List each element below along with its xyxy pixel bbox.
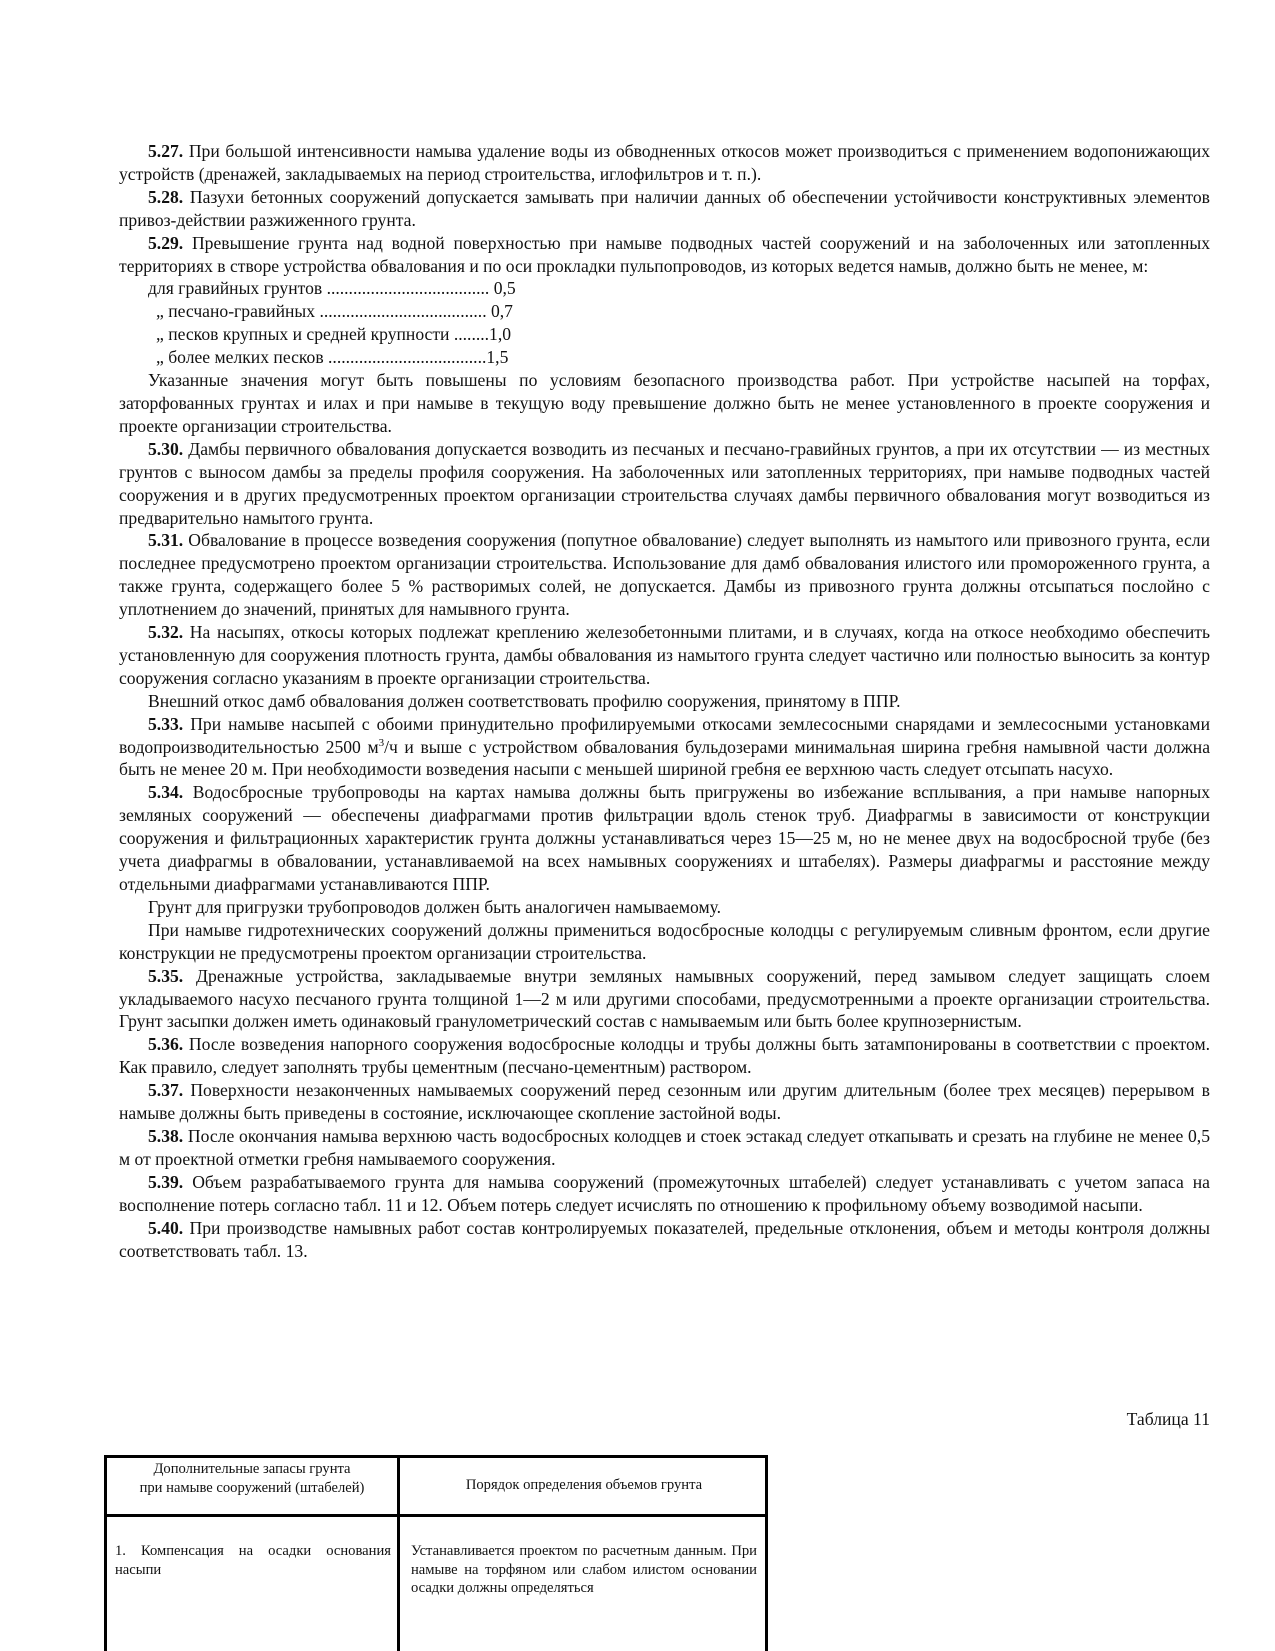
paragraph-text: Водосбросные трубопроводы на картах намыва должны быть пригружены во избежание всплывания, а при намыве напорных земляных сооружений — обеспечены диафрагмами против фильтрации вдоль стенок труб. Диафрагмы в зависимости от конструкции сооружения и фильтрационных характеристик грунта должны устанавливаться через 15—25 м, но не менее двух на водосбросной трубе (без учета диафрагмы в обваловании, устанавливаемой на всех намывных сооружениях и штабелях). Размеры диафрагмы и расстояние между отдельными диафрагмами устанавливаются ППР. [119, 782, 1210, 894]
paragraph-text: /ч и выше с устройством обвалования бульдозерами минимальная ширина гребня намывной части должна быть не менее 20 м. При необходимости возведения насыпи с меньшей шириной гребня ее верхнюю часть следует отсыпать насухо. [119, 736, 1211, 780]
clause-number: 5.27. [148, 141, 184, 161]
paragraph-5-27 [119, 140, 1210, 186]
paragraph-text: При производстве намывных работ состав контролируемых показателей, предельные отклонения, объем и методы контроля должны соответствовать табл. 13. [119, 1217, 1210, 1261]
table-header-cell: Порядок определения объемов грунта [465, 1477, 703, 1493]
header-line: при намыве сооружений (штабелей) [139, 1479, 365, 1496]
clause-number: 5.33. [148, 713, 184, 734]
paragraph-5-34 [119, 781, 1210, 896]
header-line: Дополнительные запасы грунта [153, 1461, 351, 1477]
paragraph-text: После возведения напорного сооружения водосбросные колодцы и трубы должны быть затампонированы в соответствии с проектом. Как правило, следует заполнять трубы цементным (песчано-цементным) раствором. [119, 1034, 1210, 1078]
clause-number: 5.29. [148, 232, 184, 253]
paragraph-outer-slope [119, 690, 1210, 713]
paragraph-text: Грунт для пригрузки трубопроводов должен быть аналогичен намываемому. [148, 896, 722, 917]
paragraph-note [119, 369, 1210, 438]
paragraph-5-33 [119, 713, 1210, 782]
clause-number: 5.37. [148, 1080, 184, 1101]
table-header-divider [107, 1514, 765, 1517]
paragraph-5-40 [119, 1217, 1210, 1263]
list-item: „ более мелких песков ....................................1,5 [156, 347, 509, 368]
table-cell: Устанавливается проектом по расчетным данным. При намыве на торфяном или слабом илистом основании осадки должны определяться [411, 1543, 757, 1597]
paragraph-text: Обвалование в процессе возведения сооружения (попутное обвалование) следует выполнять из намытого или привозного грунта, если последнее предусмотрено проектом организации строительства. Использование для дамб обвалования илистого или промороженного грунта, а также грунта, содержащего более 5 % растворимых солей, не допускается. Дамбы из привозного грунта должны отсыпаться послойно с уплотнением до значений, принятых для намывного грунта. [119, 530, 1210, 620]
paragraph-text: Указанные значения могут быть повышены по условиям безопасного производства работ. При устройстве насыпей на торфах, заторфованных грунтах и илах и при намыве в текущую воду превышение должно быть не менее установленного в проекте сооружения и проекте организации строительства. [119, 370, 1210, 436]
paragraph-5-39 [119, 1171, 1210, 1217]
paragraph-text: Внешний откос дамб обвалования должен соответствовать профилю сооружения, принятому в ППР. [148, 690, 901, 711]
paragraph-text: Дренажные устройства, закладываемые внутри земляных намывных сооружений, перед замывом следует защищать слоем укладываемого насухо песчаного грунта толщиной 1—2 м или другими способами, предусмотренными а проекте организации строительства. Грунт засыпки должен иметь одинаковый гранулометрический состав с намываемым или быть более крупнозернистым. [119, 965, 1210, 1032]
paragraph-5-35 [119, 965, 1210, 1034]
table-caption: Таблица 11 [1126, 1409, 1210, 1429]
table-cell: 1. Компенсация на осадки основания насыпи [115, 1543, 391, 1578]
paragraph-wells [119, 919, 1210, 965]
paragraph-ballast [119, 896, 1210, 919]
document-body [119, 140, 1210, 1262]
table-header-cell [107, 1460, 397, 1497]
paragraph-text: После окончания намыва верхнюю часть водосбросных колодцев и стоек эстакад следует откапывать и срезать на глубине не менее 0,5 м от проектной отметки гребня намываемого сооружения. [119, 1125, 1210, 1169]
clause-number: 5.39. [148, 1171, 184, 1192]
paragraph-5-37 [119, 1079, 1210, 1125]
list-item: для гравийных грунтов ..................................... 0,5 [148, 278, 516, 299]
paragraph-text: При большой интенсивности намыва удаление воды из обводненных откосов может производиться с применением водопонижающих устройств (дренажей, закладываемых на период строительства, иглофильтров и т. п.). [119, 141, 1210, 184]
paragraph-text: При намыве гидротехнических сооружений должны примениться водосбросные колодцы с регулируемым сливным фронтом, если другие конструкции не предусмотрены проектом организации строительства. [119, 919, 1210, 963]
paragraph-5-38 [119, 1125, 1210, 1171]
list-item: „ песков крупных и средней крупности ........1,0 [156, 324, 512, 345]
paragraph-text: При намыве насыпей с обоими принудительно профилируемыми откосами землесосными снарядами и землесосными установками водопроизводительностью 2500 м [119, 713, 1210, 757]
paragraph-text: Поверхности незаконченных намываемых сооружений перед сезонным или другим длительным (более трех месяцев) перерывом в намыве должны быть приведены в состояние, исключающее скопление застойной воды. [119, 1080, 1210, 1124]
clause-number: 5.30. [148, 438, 184, 459]
paragraph-5-31 [119, 529, 1210, 621]
paragraph-5-36 [119, 1033, 1210, 1079]
clause-number: 5.40. [148, 1217, 184, 1238]
list-item: „ песчано-гравийных ...................................... 0,7 [156, 301, 513, 322]
clause-number: 5.31. [148, 530, 184, 551]
paragraph-text: Дамбы первичного обвалования допускается возводить из песчаных и песчано-гравийных грунтов, а при их отсутствии — из местных грунтов с выносом дамбы за пределы профиля сооружения. На заболоченных или затопленных территориях, при намыве подводных частей сооружения и в других предусмотренных проектом организации строительства случаях дамбы первичного обвалования могут возводиться из предварительно намытого грунта. [119, 438, 1210, 528]
paragraph-text: Превышение грунта над водной поверхностью при намыве подводных частей сооружений и на заболоченных или затопленных территориях в створе устройства обвалования и по оси прокладки пульпопроводов, из которых ведется намыв, должно быть не менее, м: [119, 232, 1210, 276]
paragraph-text: Объем разрабатываемого грунта для намыва сооружений (промежуточных штабелей) следует устанавливать с учетом запаса на восполнение потерь согласно табл. 11 и 12. Объем потерь следует исчислять по отношению к профильному объему возводимой насыпи. [119, 1171, 1210, 1215]
paragraph-5-30 [119, 438, 1210, 530]
paragraph-5-28 [119, 186, 1210, 232]
table-11 [104, 1455, 768, 1651]
clause-number: 5.36. [148, 1034, 184, 1055]
paragraph-text: На насыпях, откосы которых подлежат креплению железобетонными плитами, и в случаях, когда на откосе необходимо обеспечить установленную для сооружения плотность грунта, дамбы обвалования из намытого грунта следует частично или полностью выносить за контур сооружения согласно указаниям в проекте организации строительства. [119, 622, 1210, 688]
superscript: 3 [378, 736, 385, 749]
paragraph-5-29 [119, 232, 1210, 278]
paragraph-5-32 [119, 621, 1210, 690]
clause-number: 5.38. [148, 1125, 184, 1146]
clause-number: 5.34. [148, 782, 184, 803]
clause-number: 5.35. [148, 965, 184, 986]
paragraph-text: Пазухи бетонных сооружений допускается замывать при наличии данных об обеспечении устойчивости конструктивных элементов привоз-действии разжиженного грунта. [119, 186, 1210, 230]
clause-number: 5.32. [148, 622, 184, 643]
clause-number: 5.28. [148, 186, 184, 207]
